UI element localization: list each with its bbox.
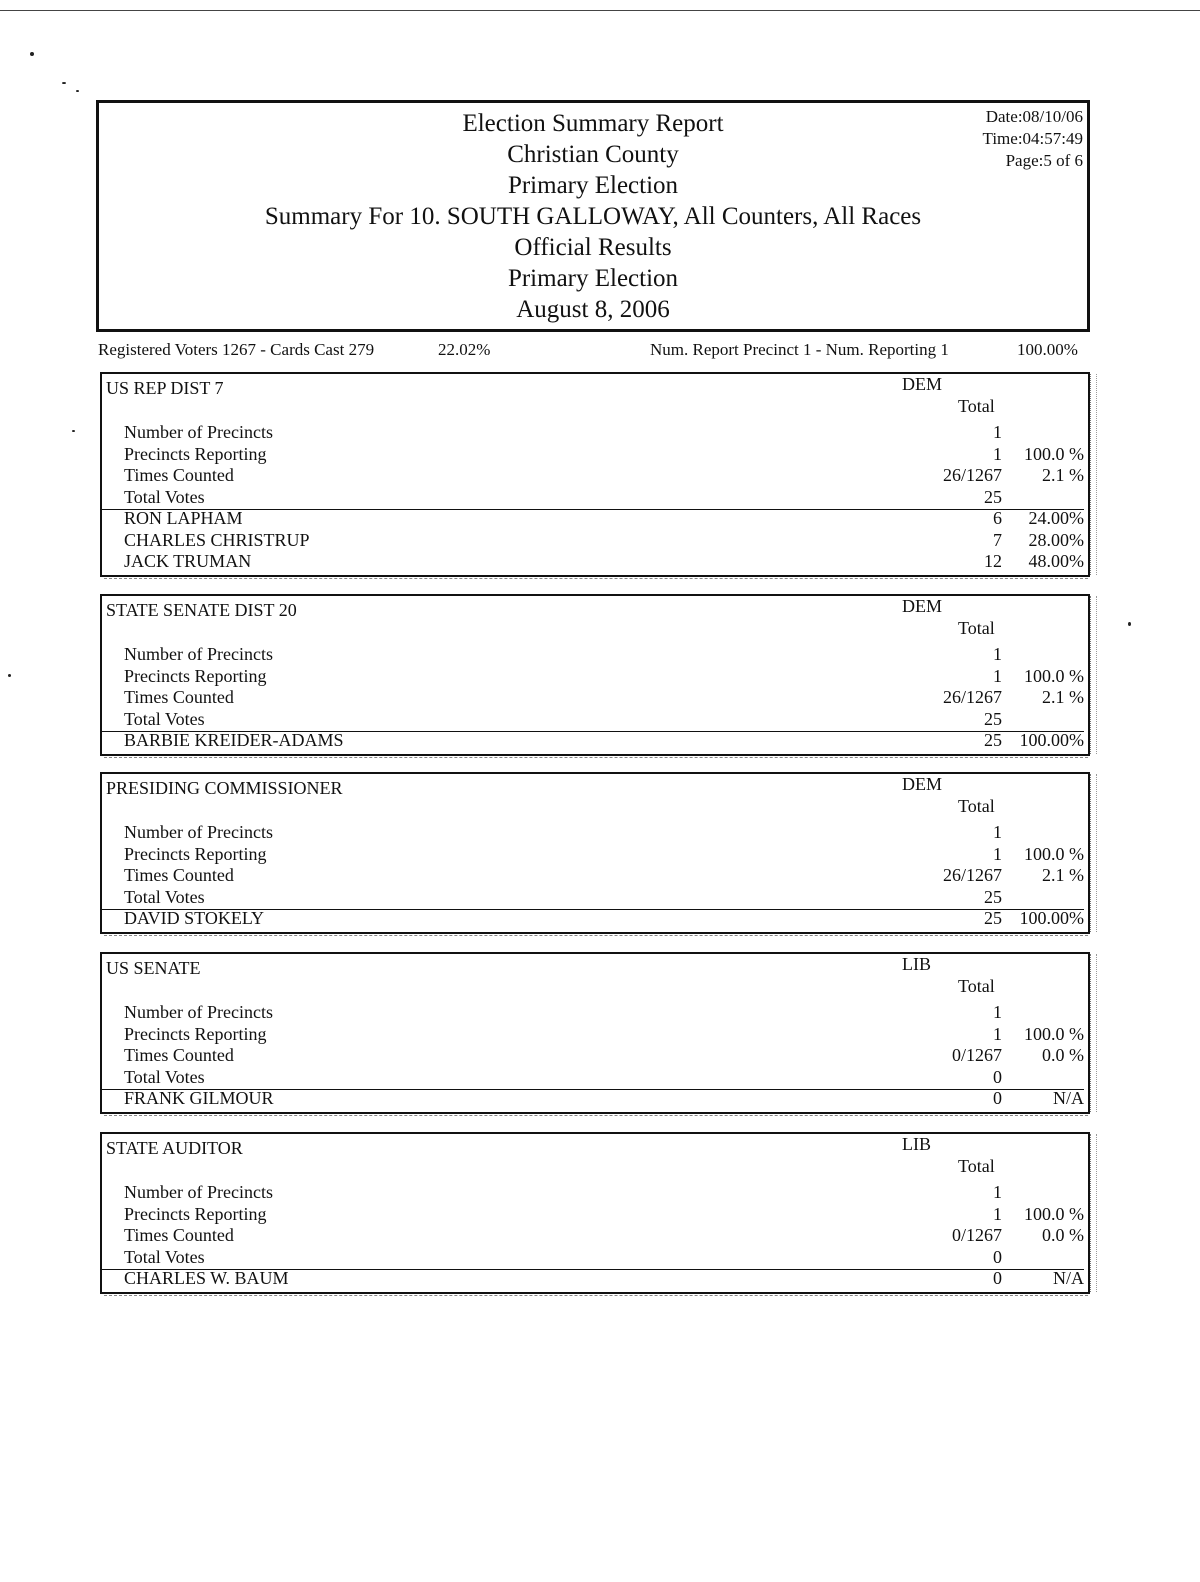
- candidate-row: [102, 551, 1088, 572]
- stat-percent: 100.0 %: [1024, 443, 1084, 464]
- scan-speck: [1128, 622, 1131, 626]
- stat-label: Precincts Reporting: [124, 843, 267, 864]
- candidate-name: FRANK GILMOUR: [124, 1088, 274, 1108]
- stat-value: 1: [993, 822, 1002, 842]
- stat-value: 0: [993, 1066, 1002, 1087]
- stat-row: [102, 1002, 1088, 1023]
- total-column-header: Total: [958, 1156, 995, 1176]
- candidate-votes: 25: [984, 730, 1002, 750]
- stat-label: Precincts Reporting: [124, 1023, 267, 1044]
- stat-label: Number of Precincts: [124, 644, 273, 664]
- stat-value: 0: [993, 1246, 1002, 1267]
- candidate-row: [102, 730, 1088, 751]
- stat-value: 26/1267: [942, 865, 1002, 885]
- stat-label: Number of Precincts: [124, 822, 273, 842]
- stat-percent: 0.0 %: [1042, 1045, 1084, 1065]
- party-label: LIB: [902, 1134, 931, 1154]
- party-label: DEM: [902, 596, 942, 616]
- candidate-name: JACK TRUMAN: [124, 551, 252, 571]
- candidate-name: RON LAPHAM: [124, 508, 243, 528]
- summary-scope: Summary For 10. SOUTH GALLOWAY, All Counters, All Races: [264, 203, 922, 230]
- race-section: [100, 952, 1090, 1114]
- candidate-row: [102, 1268, 1088, 1289]
- scan-speck: [62, 82, 66, 84]
- race-title: PRESIDING COMMISSIONER: [106, 778, 343, 798]
- race-title: US SENATE: [106, 958, 201, 978]
- candidate-votes: 0: [993, 1088, 1002, 1108]
- scan-speck: [30, 52, 34, 56]
- stat-row: [102, 1182, 1088, 1203]
- candidate-percent: 100.00%: [1019, 908, 1084, 928]
- stat-percent: 100.0 %: [1024, 843, 1084, 864]
- candidate-percent: 100.00%: [1019, 730, 1084, 750]
- scan-edge: [1090, 374, 1097, 575]
- stat-label: Total Votes: [124, 1066, 205, 1087]
- report-time: Time:04:57:49: [982, 129, 1083, 148]
- stat-percent: 2.1 %: [1042, 865, 1084, 885]
- stat-label: Total Votes: [124, 886, 205, 907]
- stat-label: Total Votes: [124, 708, 205, 729]
- stat-row: [102, 1247, 1088, 1268]
- stat-value: 0/1267: [951, 1045, 1002, 1065]
- precincts-reporting-summary: Num. Report Precinct 1 - Num. Reporting 1: [650, 340, 949, 359]
- stat-percent: 100.0 %: [1024, 1203, 1084, 1224]
- stat-row: [102, 422, 1088, 443]
- stat-label: Precincts Reporting: [124, 443, 267, 464]
- stat-percent: 0.0 %: [1042, 1225, 1084, 1245]
- stat-row: [102, 1225, 1088, 1246]
- scan-footer-noise: [104, 935, 1088, 939]
- candidate-name: DAVID STOKELY: [124, 908, 265, 928]
- candidate-row: [102, 908, 1088, 929]
- candidate-name: CHARLES W. BAUM: [124, 1268, 289, 1288]
- stat-row: [102, 887, 1088, 908]
- stat-value: 1: [993, 843, 1002, 864]
- scan-edge: [1090, 954, 1097, 1112]
- stat-value: 26/1267: [942, 687, 1002, 707]
- stat-row: [102, 465, 1088, 486]
- scan-edge: [1090, 596, 1097, 754]
- candidate-percent: 24.00%: [1028, 508, 1084, 528]
- stat-label: Times Counted: [124, 1225, 234, 1245]
- stat-value: 0/1267: [951, 1225, 1002, 1245]
- scan-speck: [72, 430, 75, 432]
- stat-label: Times Counted: [124, 865, 234, 885]
- stat-percent: 100.0 %: [1024, 1023, 1084, 1044]
- stat-value: 1: [993, 1182, 1002, 1202]
- stat-label: Number of Precincts: [124, 422, 273, 442]
- stat-label: Total Votes: [124, 486, 205, 507]
- election-date: August 8, 2006: [516, 296, 670, 323]
- scan-speck: [76, 90, 79, 92]
- stat-value: 25: [984, 708, 1002, 729]
- race-title: STATE SENATE DIST 20: [106, 600, 297, 620]
- stat-label: Times Counted: [124, 1045, 234, 1065]
- report-header: [96, 100, 1090, 332]
- stat-value: 25: [984, 886, 1002, 907]
- race-title: STATE AUDITOR: [106, 1138, 243, 1158]
- stat-row: [102, 666, 1088, 687]
- stat-row: [102, 844, 1088, 865]
- candidate-name: CHARLES CHRISTRUP: [124, 529, 310, 550]
- report-title: Election Summary Report: [462, 110, 724, 137]
- stat-row: [102, 644, 1088, 665]
- stat-row: [102, 1024, 1088, 1045]
- stat-value: 1: [993, 443, 1002, 464]
- total-column-header: Total: [958, 396, 995, 416]
- party-label: LIB: [902, 954, 931, 974]
- stat-row: [102, 709, 1088, 730]
- stat-row: [102, 687, 1088, 708]
- stat-label: Total Votes: [124, 1246, 205, 1267]
- scan-footer-noise: [104, 1295, 1088, 1299]
- party-label: DEM: [902, 374, 942, 394]
- report-date: Date:08/10/06: [985, 107, 1083, 126]
- candidate-row: [102, 530, 1088, 551]
- candidate-percent: N/A: [1053, 1268, 1084, 1288]
- race-section: [100, 1132, 1090, 1294]
- party-label: DEM: [902, 774, 942, 794]
- race-section: [100, 772, 1090, 934]
- candidate-name: BARBIE KREIDER-ADAMS: [124, 730, 344, 750]
- race-title: US REP DIST 7: [106, 378, 224, 398]
- county-name: Christian County: [507, 141, 679, 168]
- scan-footer-noise: [104, 578, 1088, 582]
- race-section: [100, 372, 1090, 577]
- stat-row: [102, 444, 1088, 465]
- candidate-votes: 6: [993, 508, 1002, 528]
- candidate-percent: 48.00%: [1028, 551, 1084, 571]
- candidate-row: [102, 508, 1088, 529]
- total-column-header: Total: [958, 618, 995, 638]
- stat-value: 1: [993, 1002, 1002, 1022]
- stat-value: 1: [993, 644, 1002, 664]
- scan-footer-noise: [104, 757, 1088, 761]
- stat-label: Precincts Reporting: [124, 1203, 267, 1224]
- candidate-votes: 7: [993, 529, 1002, 550]
- scan-edge: [1090, 1134, 1097, 1292]
- stat-value: 26/1267: [942, 465, 1002, 485]
- stat-value: 25: [984, 486, 1002, 507]
- stat-row: [102, 1204, 1088, 1225]
- race-section: [100, 594, 1090, 756]
- scan-edge: [1090, 774, 1097, 932]
- stat-value: 1: [993, 1023, 1002, 1044]
- stat-row: [102, 865, 1088, 886]
- candidate-percent: 28.00%: [1028, 529, 1084, 550]
- page-number: Page:5 of 6: [1005, 151, 1083, 170]
- total-column-header: Total: [958, 976, 995, 996]
- turnout-percent: 22.02%: [438, 340, 491, 359]
- candidate-votes: 0: [993, 1268, 1002, 1288]
- stat-label: Times Counted: [124, 687, 234, 707]
- stat-label: Times Counted: [124, 465, 234, 485]
- scan-footer-noise: [104, 1115, 1088, 1119]
- results-status: Official Results: [514, 234, 672, 261]
- stat-row: [102, 1067, 1088, 1088]
- page-top-rule: [0, 10, 1200, 11]
- election-type-repeat: Primary Election: [507, 265, 679, 292]
- stat-percent: 2.1 %: [1042, 687, 1084, 707]
- candidate-votes: 25: [984, 908, 1002, 928]
- stat-value: 1: [993, 665, 1002, 686]
- stat-label: Number of Precincts: [124, 1182, 273, 1202]
- stat-percent: 100.0 %: [1024, 665, 1084, 686]
- total-column-header: Total: [958, 796, 995, 816]
- stat-value: 1: [993, 1203, 1002, 1224]
- stat-row: [102, 487, 1088, 508]
- stat-row: [102, 822, 1088, 843]
- stat-value: 1: [993, 422, 1002, 442]
- stat-percent: 2.1 %: [1042, 465, 1084, 485]
- reporting-percent: 100.00%: [1017, 340, 1078, 359]
- stat-label: Number of Precincts: [124, 1002, 273, 1022]
- candidate-row: [102, 1088, 1088, 1109]
- candidate-votes: 12: [984, 551, 1002, 571]
- stat-label: Precincts Reporting: [124, 665, 267, 686]
- candidate-percent: N/A: [1053, 1088, 1084, 1108]
- election-type: Primary Election: [507, 172, 679, 199]
- stat-row: [102, 1045, 1088, 1066]
- scan-speck: [8, 674, 11, 677]
- registered-voters: Registered Voters 1267 - Cards Cast 279: [98, 340, 375, 359]
